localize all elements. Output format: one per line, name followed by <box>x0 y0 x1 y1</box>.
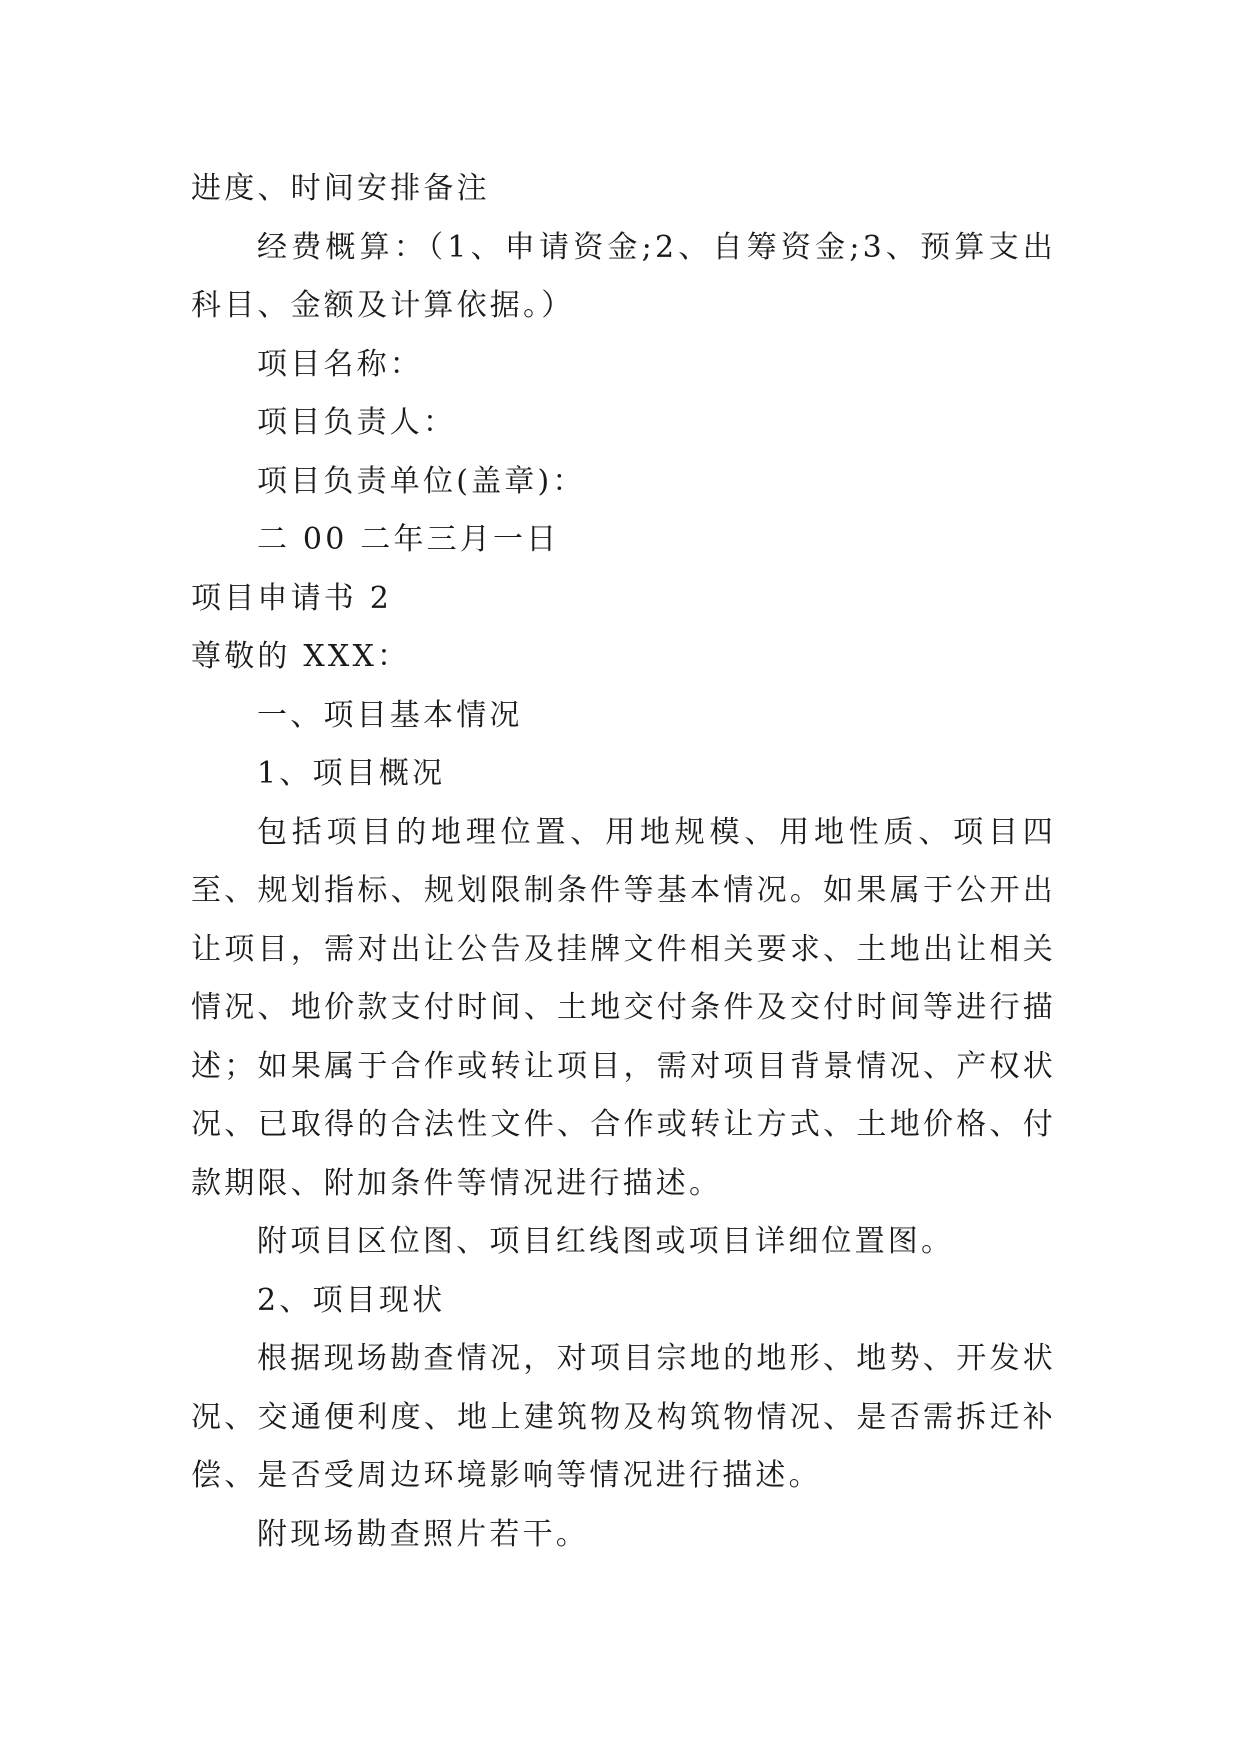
overview-paragraph: 包括项目的地理位置、用地规模、用地性质、项目四至、规划指标、规划限制条件等基本情况。如果属于公开出让项目，需对出让公告及挂牌文件相关要求、土地出让相关情况、地价款支付时间、土地交付条件及交付时间等进行描述；如果属于合作或转让项目，需对项目背景情况、产权状况、已取得的合法性文件、合作或转让方式、土地价格、付款期限、附加条件等情况进行描述。 <box>191 814 1056 1201</box>
document-body <box>191 160 1056 1564</box>
heading-project-overview: 1、项目概况 <box>257 756 446 791</box>
heading-basic-info: 一、项目基本情况 <box>257 697 523 733</box>
project-name-field: 项目名称： <box>257 346 423 382</box>
date-line: 二 00 二年三月一日 <box>257 522 560 557</box>
status-paragraph: 根据现场勘查情况，对项目宗地的地形、地势、开发状况、交通便利度、地上建筑物及构筑物情况、是否需拆迁补偿、是否受周边环境影响等情况进行描述。 <box>191 1341 1056 1493</box>
project-leader-field: 项目负责人： <box>257 405 457 440</box>
salutation: 尊敬的 XXX： <box>191 639 411 674</box>
responsible-unit-field: 项目负责单位(盖章)： <box>257 463 586 499</box>
attachment-photos-line: 附现场勘查照片若干。 <box>257 1516 589 1552</box>
attachment-maps-line: 附项目区位图、项目红线图或项目详细位置图。 <box>257 1224 955 1259</box>
schedule-remarks-line: 进度、时间安排备注 <box>191 171 490 206</box>
section-title: 项目申请书 2 <box>191 580 393 616</box>
heading-project-status: 2、项目现状 <box>257 1282 446 1318</box>
budget-estimate-paragraph: 经费概算：（1、申请资金;2、自筹资金;3、预算支出科目、金额及计算依据。） <box>191 229 1056 323</box>
